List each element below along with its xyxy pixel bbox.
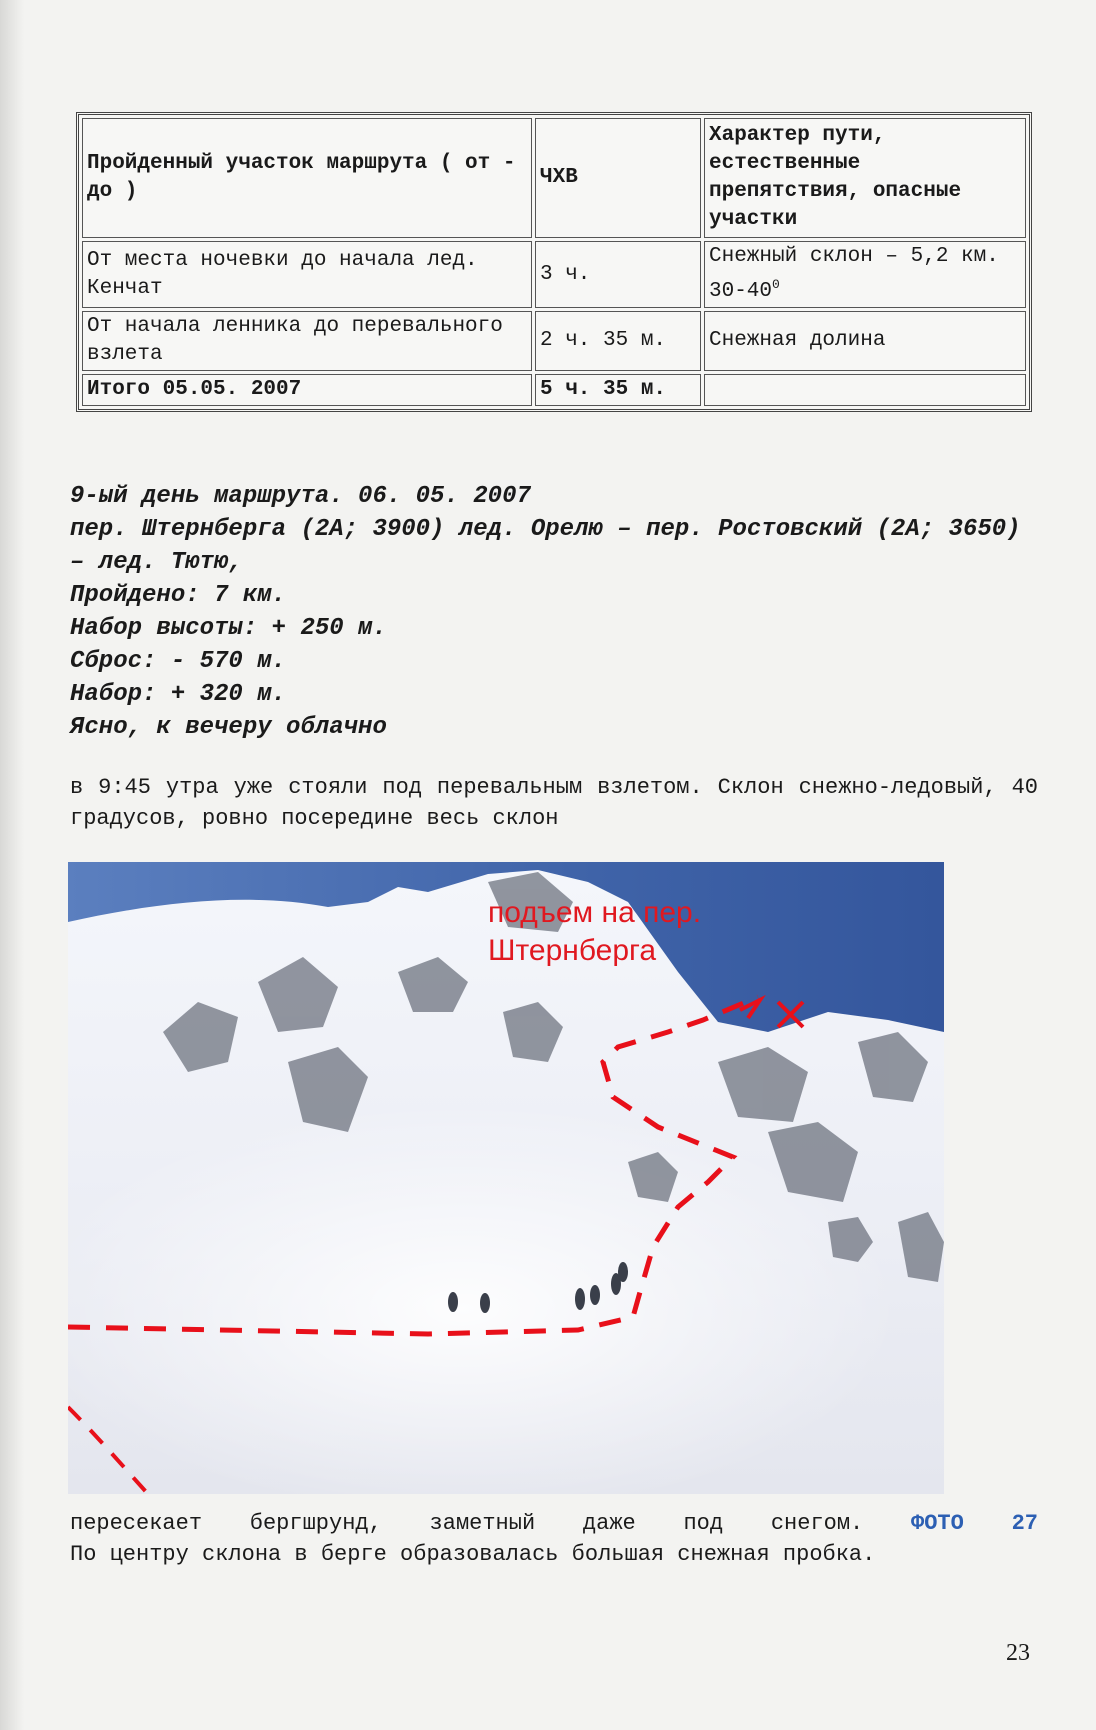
- header-segment: Пройденный участок маршрута ( от - до ): [82, 118, 532, 238]
- table-row: [82, 311, 1026, 371]
- row2-time: 2 ч. 35 м.: [535, 311, 701, 371]
- table-header-row: [82, 118, 1026, 238]
- day-ascent: Набор высоты: + 250 м.: [70, 615, 387, 642]
- after-photo-text: пересекает бергшрунд, заметный даже под снегом.: [70, 1511, 864, 1536]
- total-empty: [704, 374, 1026, 406]
- day-gain: Набор: + 320 м.: [70, 681, 287, 708]
- header-nature: Характер пути, естественные препятствия, опасные участки: [704, 118, 1026, 238]
- row2-segment: От начала ленника до перевального взлета: [82, 311, 532, 371]
- total-label: Итого 05.05. 2007: [82, 374, 532, 406]
- header-time: ЧХВ: [535, 118, 701, 238]
- day-distance: Пройдено: 7 км.: [70, 582, 287, 609]
- route-table: [76, 112, 1032, 412]
- mountain-photo: [68, 862, 944, 1494]
- row1-nature-degree: 0: [772, 277, 780, 292]
- paragraph-after-photo: [70, 1508, 1038, 1539]
- page-number: 23: [1006, 1640, 1030, 1666]
- row1-segment: От места ночевки до начала лед. Кенчат: [82, 241, 532, 308]
- table-row: [82, 241, 1026, 308]
- page-edge-shadow: [0, 0, 24, 1730]
- total-time: 5 ч. 35 м.: [535, 374, 701, 406]
- day-heading: [70, 480, 1040, 744]
- row1-time: 3 ч.: [535, 241, 701, 308]
- after-photo-text-2: По центру склона в берге образовалась большая снежная пробка.: [70, 1542, 876, 1567]
- mountain-photo-svg: [68, 862, 944, 1494]
- table-total-row: [82, 374, 1026, 406]
- paragraph-before-photo: в 9:45 утра уже стояли под перевальным взлетом. Склон снежно-ледовый, 40 градусов, ровно посередине весь склон: [70, 775, 1038, 831]
- annotation-line1: подъем на пер.: [488, 896, 702, 929]
- day-title: 9-ый день маршрута. 06. 05. 2007: [70, 483, 531, 510]
- day-weather: Ясно, к вечеру облачно: [70, 714, 387, 741]
- day-route: пер. Штернберга (2А; 3900) лед. Орелю – пер. Ростовский (2А; 3650) – лед. Тютю,: [70, 516, 1021, 576]
- day-descent: Сброс: - 570 м.: [70, 648, 287, 675]
- row1-nature-text: Снежный склон – 5,2 км. 30-40: [709, 245, 999, 303]
- photo-reference: ФОТО 27: [911, 1511, 1038, 1536]
- row2-nature: Снежная долина: [704, 311, 1026, 371]
- paragraph-after-photo-line2: [70, 1539, 1038, 1570]
- row1-nature: [704, 241, 1026, 308]
- annotation-line2: Штернберга: [488, 934, 657, 967]
